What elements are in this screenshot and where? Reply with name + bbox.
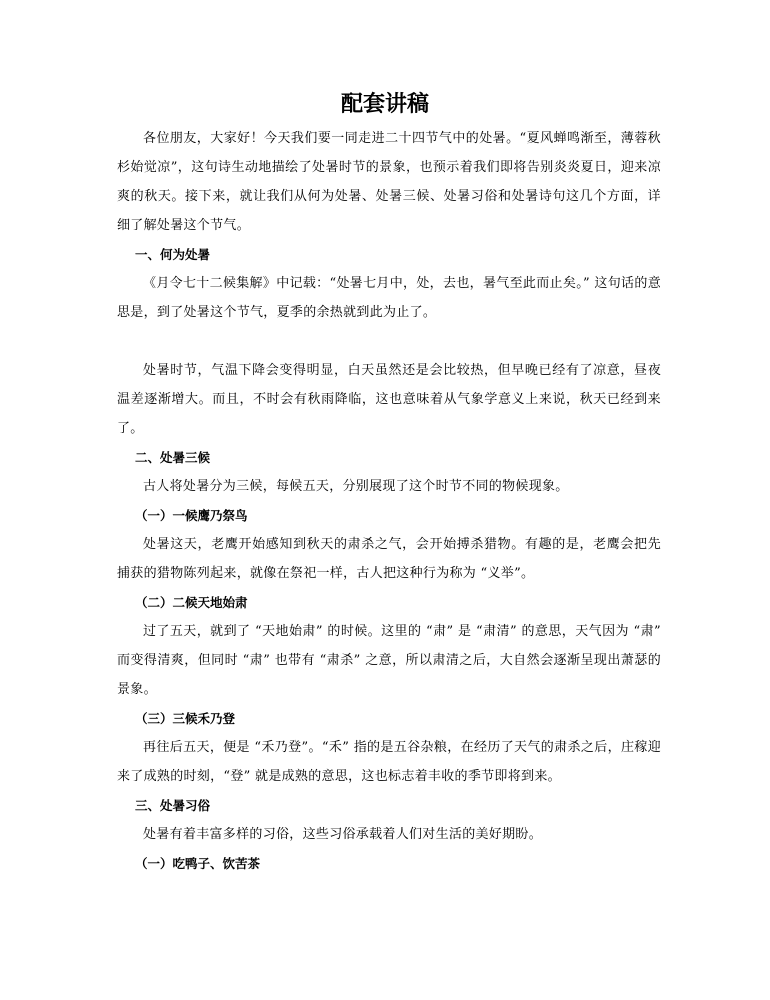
subsection-heading-duck-tea: （一）吃鸭子、饮苦茶 <box>135 856 261 871</box>
section-heading-three-pentads: 二、处暑三候 <box>135 450 211 465</box>
subsection-heading-second-pentad: （二）二候天地始肃 <box>135 595 248 610</box>
body-paragraph: 处暑这天，老鹰开始感知到秋天的肃杀之气，会开始搏杀猎物。有趣的是，老鹰会把先捕获的猎物陈列起来，就像在祭祀一样，古人把这种行为称为 “义举”。 <box>117 537 661 581</box>
document-body <box>117 124 661 878</box>
body-paragraph: 《月令七十二候集解》中记载：“处暑七月中，处，去也，暑气至此而止矣。” 这句话的意思是，到了处暑这个节气，夏季的余热就到此为止了。 <box>117 276 661 320</box>
body-paragraph: 再往后五天，便是 “禾乃登”。“禾” 指的是五谷杂粮，在经历了天气的肃杀之后，庄稼迎来了成熟的时刻，“登” 就是成熟的意思，这也标志着丰收的季节即将到来。 <box>117 740 661 784</box>
body-paragraph: 过了五天，就到了 “天地始肃” 的时候。这里的 “肃” 是 “肃清” 的意思，天气因为 “肃” 而变得清爽，但同时 “肃” 也带有 “肃杀” 之意，所以肃清之后，大自然会逐渐呈现出萧瑟的景象。 <box>117 624 661 697</box>
subsection-heading-first-pentad: （一）一候鹰乃祭鸟 <box>135 508 248 523</box>
intro-paragraph: 各位朋友，大家好！今天我们要一同走进二十四节气中的处暑。“夏风蝉鸣渐至，薄蓉秋杉始觉凉”，这句诗生动地描绘了处暑时节的景象，也预示着我们即将告别炎炎夏日，迎来凉爽的秋天。接下来，就让我们从何为处暑、处暑三候、处暑习俗和处暑诗句这几个方面，详细了解处暑这个节气。 <box>117 131 661 233</box>
subsection-heading-third-pentad: （三）三候禾乃登 <box>135 711 236 726</box>
body-paragraph: 古人将处暑分为三候，每候五天，分别展现了这个时节不同的物候现象。 <box>143 479 569 494</box>
section-heading-customs: 三、处暑习俗 <box>135 798 211 813</box>
body-paragraph: 处暑有着丰富多样的习俗，这些习俗承载着人们对生活的美好期盼。 <box>143 827 543 842</box>
document-title: 配套讲稿 <box>340 91 429 117</box>
blank-line <box>117 327 661 356</box>
section-heading-what-is-chushu: 一、何为处暑 <box>135 247 211 262</box>
body-paragraph: 处暑时节，气温下降会变得明显，白天虽然还是会比较热，但早晚已经有了凉意，昼夜温差逐渐增大。而且，不时会有秋雨降临，这也意味着从气象学意义上来说，秋天已经到来了。 <box>117 363 661 436</box>
